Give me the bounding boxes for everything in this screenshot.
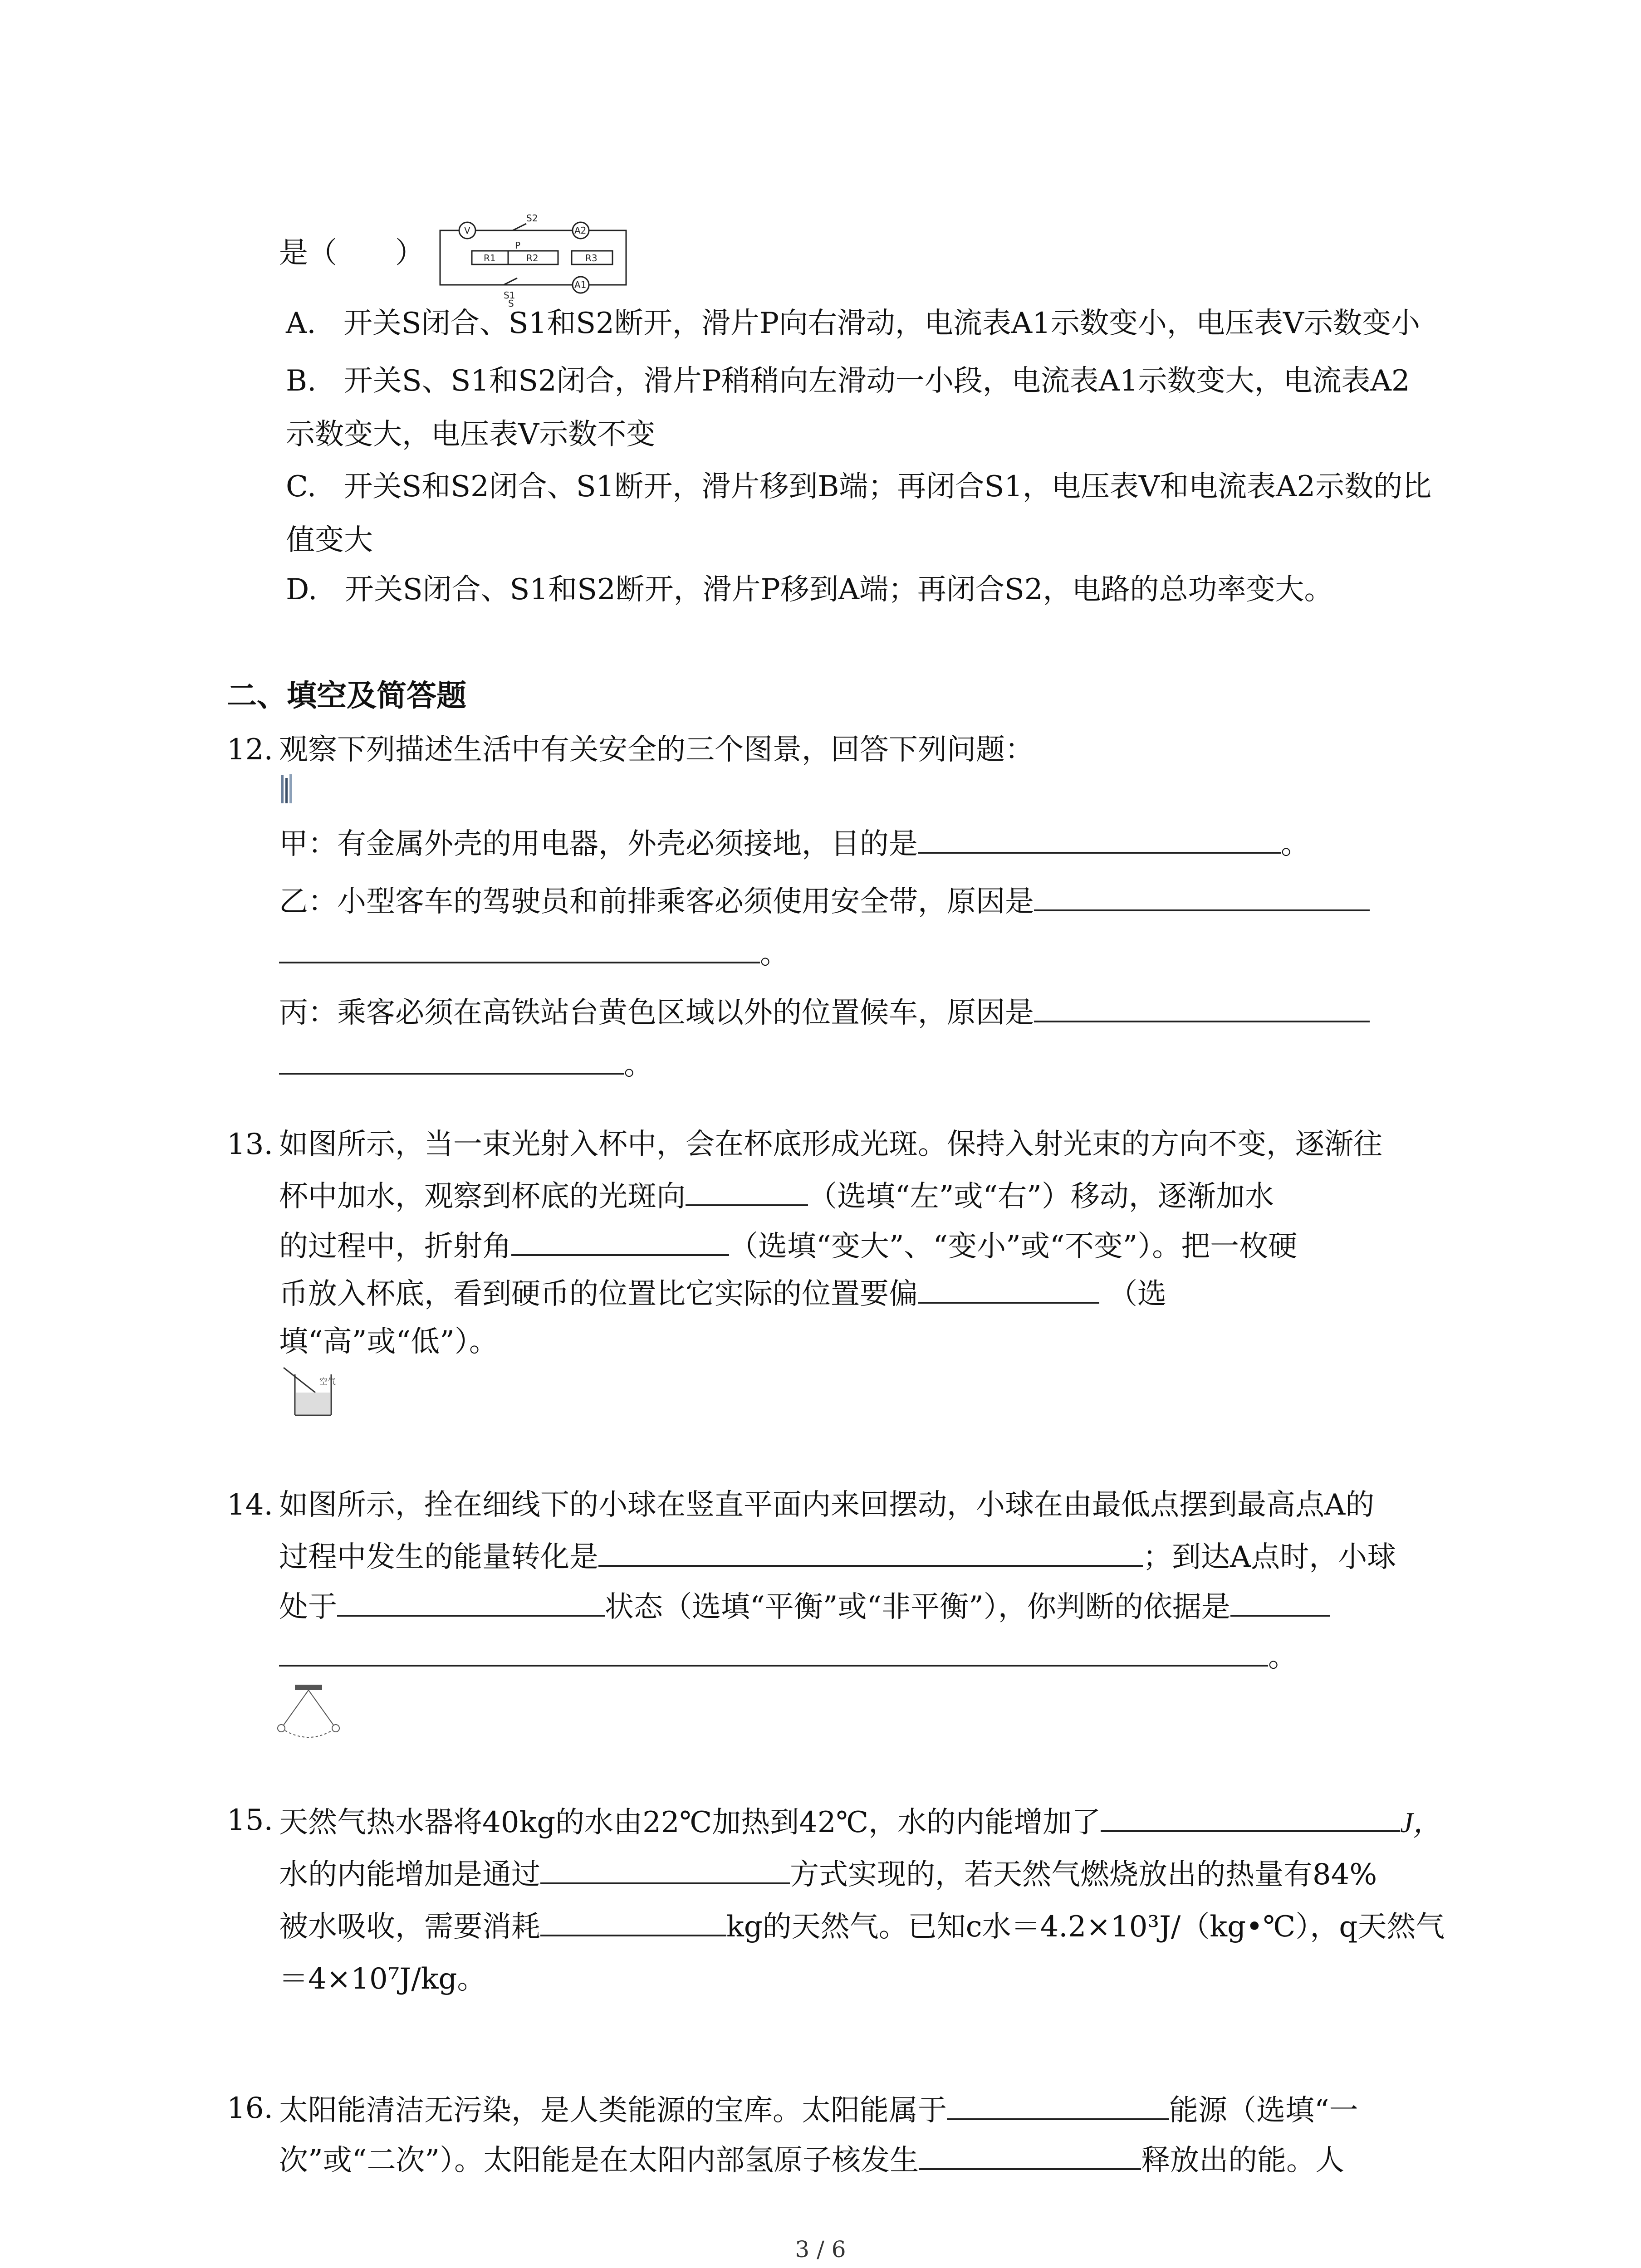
q15-line-3 [279,1903,1445,1949]
q13-blank-3[interactable] [918,1270,1099,1304]
q13-line-4 [279,1270,1166,1316]
q14-line-1: 如图所示，拴在细线下的小球在竖直平面内来回摆动，小球在由最低点摆到最高点A的 [279,1488,1375,1522]
q13-line-2 [279,1173,1274,1218]
q16-line-1b: 能源（选填“一 [1169,2094,1358,2127]
q15-blank-3[interactable] [540,1903,726,1936]
q16-number: 16. [227,2092,273,2125]
circuit-label-v: V [464,225,470,236]
q15-line-1 [279,1799,1442,1844]
q12-yi [279,878,1370,924]
q12-bing [279,989,1370,1035]
q15-blank-2[interactable] [540,1851,790,1884]
option-c-label: C. [286,470,317,503]
option-b-label: B. [286,364,317,398]
section-heading: 二、填空及简答题 [227,678,466,713]
q14-blank-3a[interactable] [1230,1583,1330,1617]
q16-blank-1[interactable] [947,2087,1169,2120]
q12-yi-text: 乙：小型客车的驾驶员和前排乘客必须使用安全带，原因是 [279,885,1034,919]
q12-stem: 观察下列描述生活中有关安全的三个图景，回答下列问题： [279,733,1034,767]
q15-line-3a: 被水吸收，需要消耗 [279,1910,540,1944]
q13-line-1: 如图所示，当一束光射入杯中，会在杯底形成光斑。保持入射光束的方向不变，逐渐往 [279,1128,1382,1161]
q14-line-3 [279,1583,1330,1629]
circuit-label-a2: A2 [574,225,587,236]
q16-line-2b: 释放出的能。人 [1141,2144,1345,2177]
q13-cup-figure [281,1365,340,1420]
q12-jia-text: 甲：有金属外壳的用电器，外壳必须接地，目的是 [279,827,918,861]
q12-yi-blank-1[interactable] [1034,878,1370,911]
q12-bing-blank-2[interactable] [279,1041,624,1075]
q13-number: 13. [227,1128,273,1161]
circuit-label-a1: A1 [574,279,587,290]
q14-blank-2[interactable] [337,1583,605,1617]
circuit-label-s1: S1 [504,290,515,301]
q14-line-3a: 处于 [279,1590,337,1624]
q13-line-3 [279,1222,1297,1268]
q14-line-2a: 过程中发生的能量转化是 [279,1540,598,1574]
q15-line-3b: kg的天然气。已知c水＝4.2×10³J/（kg•℃），q天然气 [726,1910,1445,1944]
q11-option-c [286,465,1431,508]
circuit-label-p: P [515,240,521,251]
q15-line-2a: 水的内能增加是通过 [279,1858,540,1892]
q12-yi-end: 。 [760,937,789,971]
q11-option-a [286,302,1420,345]
option-a-label: A. [286,307,316,340]
q15-line-2b: 方式实现的，若天然气燃烧放出的热量有84% [790,1858,1377,1892]
q12-bing-text: 丙：乘客必须在高铁站台黄色区域以外的位置候车，原因是 [279,996,1034,1030]
option-c-text-1: 开关S和S2闭合、S1断开，滑片移到B端；再闭合S1，电压表V和电流表A2示数的比 [343,470,1432,503]
option-b-text-2: 示数变大，电压表V示数不变 [286,418,656,451]
q15-line-4: ＝4×10⁷J/kg。 [279,1962,486,1996]
q13-line-2a: 杯中加水，观察到杯底的光斑向 [279,1180,686,1213]
q15-number: 15. [227,1804,273,1837]
q13-blank-1[interactable] [686,1173,808,1206]
q14-pendulum-figure [272,1683,345,1742]
q14-end: 。 [1268,1640,1297,1674]
option-b-text-1: 开关S、S1和S2闭合，滑片P稍稍向左滑动一小段，电流表A1示数变大，电流表A2 [343,364,1410,398]
q14-line-3b: 状态（选填“平衡”或“非平衡”），你判断的依据是 [605,1590,1230,1624]
q15-blank-1[interactable] [1101,1799,1400,1832]
circuit-label-s: S [508,298,514,308]
q12-yi-cont [279,930,789,976]
q16-blank-2[interactable] [919,2136,1141,2170]
q12-bing-blank-1[interactable] [1034,989,1370,1022]
circuit-label-r3: R3 [585,253,598,264]
q13-line-4b: （选 [1108,1277,1166,1311]
q13-line-3b: （选填“变大”、“变小”或“不变”）。把一枚硬 [729,1230,1298,1263]
q15-line-1b: J， [1400,1806,1442,1838]
q15-line-2 [279,1851,1377,1897]
q15-line-1a: 天然气热水器将40kg的水由22℃加热到42℃，水的内能增加了 [279,1806,1101,1839]
q13-blank-2[interactable] [511,1222,729,1256]
q16-line-2a: 次”或“二次”）。太阳能是在太阳内部氢原子核发生 [279,2144,919,2177]
page-number: 3 / 6 [795,2236,846,2263]
circuit-label-r1: R1 [484,253,496,264]
q12-jia-end: 。 [1281,827,1310,861]
q13-line-3a: 的过程中，折射角 [279,1230,511,1263]
circuit-label-s2: S2 [526,213,538,224]
q14-line-2b: ；到达A点时，小球 [1143,1540,1396,1574]
q14-number: 14. [227,1488,273,1522]
q12-figure-thumbnail [279,773,294,805]
q16-line-2 [279,2136,1344,2182]
q12-jia [279,820,1310,866]
q14-line-2 [279,1533,1396,1579]
circuit-label-r2: R2 [526,253,539,264]
q12-bing-end: 。 [624,1048,653,1082]
option-c-text-2: 值变大 [286,523,373,557]
q13-line-4a: 币放入杯底，看到硬币的位置比它实际的位置要偏 [279,1277,918,1311]
q11-option-d [286,568,1333,611]
q13-line-2b: （选填“左”或“右”）移动，逐渐加水 [808,1180,1274,1213]
q12-yi-blank-2[interactable] [279,930,760,963]
q11-circuit-figure [436,212,635,308]
q12-number: 12. [227,733,273,767]
q11-option-b [286,359,1410,403]
q14-blank-1[interactable] [598,1533,1143,1567]
q14-blank-3b[interactable] [279,1633,1268,1667]
q12-bing-cont [279,1041,653,1087]
q13-air-label: 空气 [319,1377,336,1387]
option-a-text: 开关S闭合、S1和S2断开，滑片P向右滑动，电流表A1示数变小，电压表V示数变小 [343,307,1421,340]
q13-line-5: 填“高”或“低”）。 [279,1325,498,1359]
option-d-text: 开关S闭合、S1和S2断开，滑片P移到A端；再闭合S2，电路的总功率变大。 [344,573,1333,606]
option-d-label: D. [286,573,318,606]
q12-jia-blank[interactable] [918,820,1281,854]
q16-line-1 [279,2087,1358,2132]
q11-stem-tail: 是（ ） [279,236,424,270]
q14-line-4 [279,1633,1297,1679]
q16-line-1a: 太阳能清洁无污染，是人类能源的宝库。太阳能属于 [279,2094,947,2127]
